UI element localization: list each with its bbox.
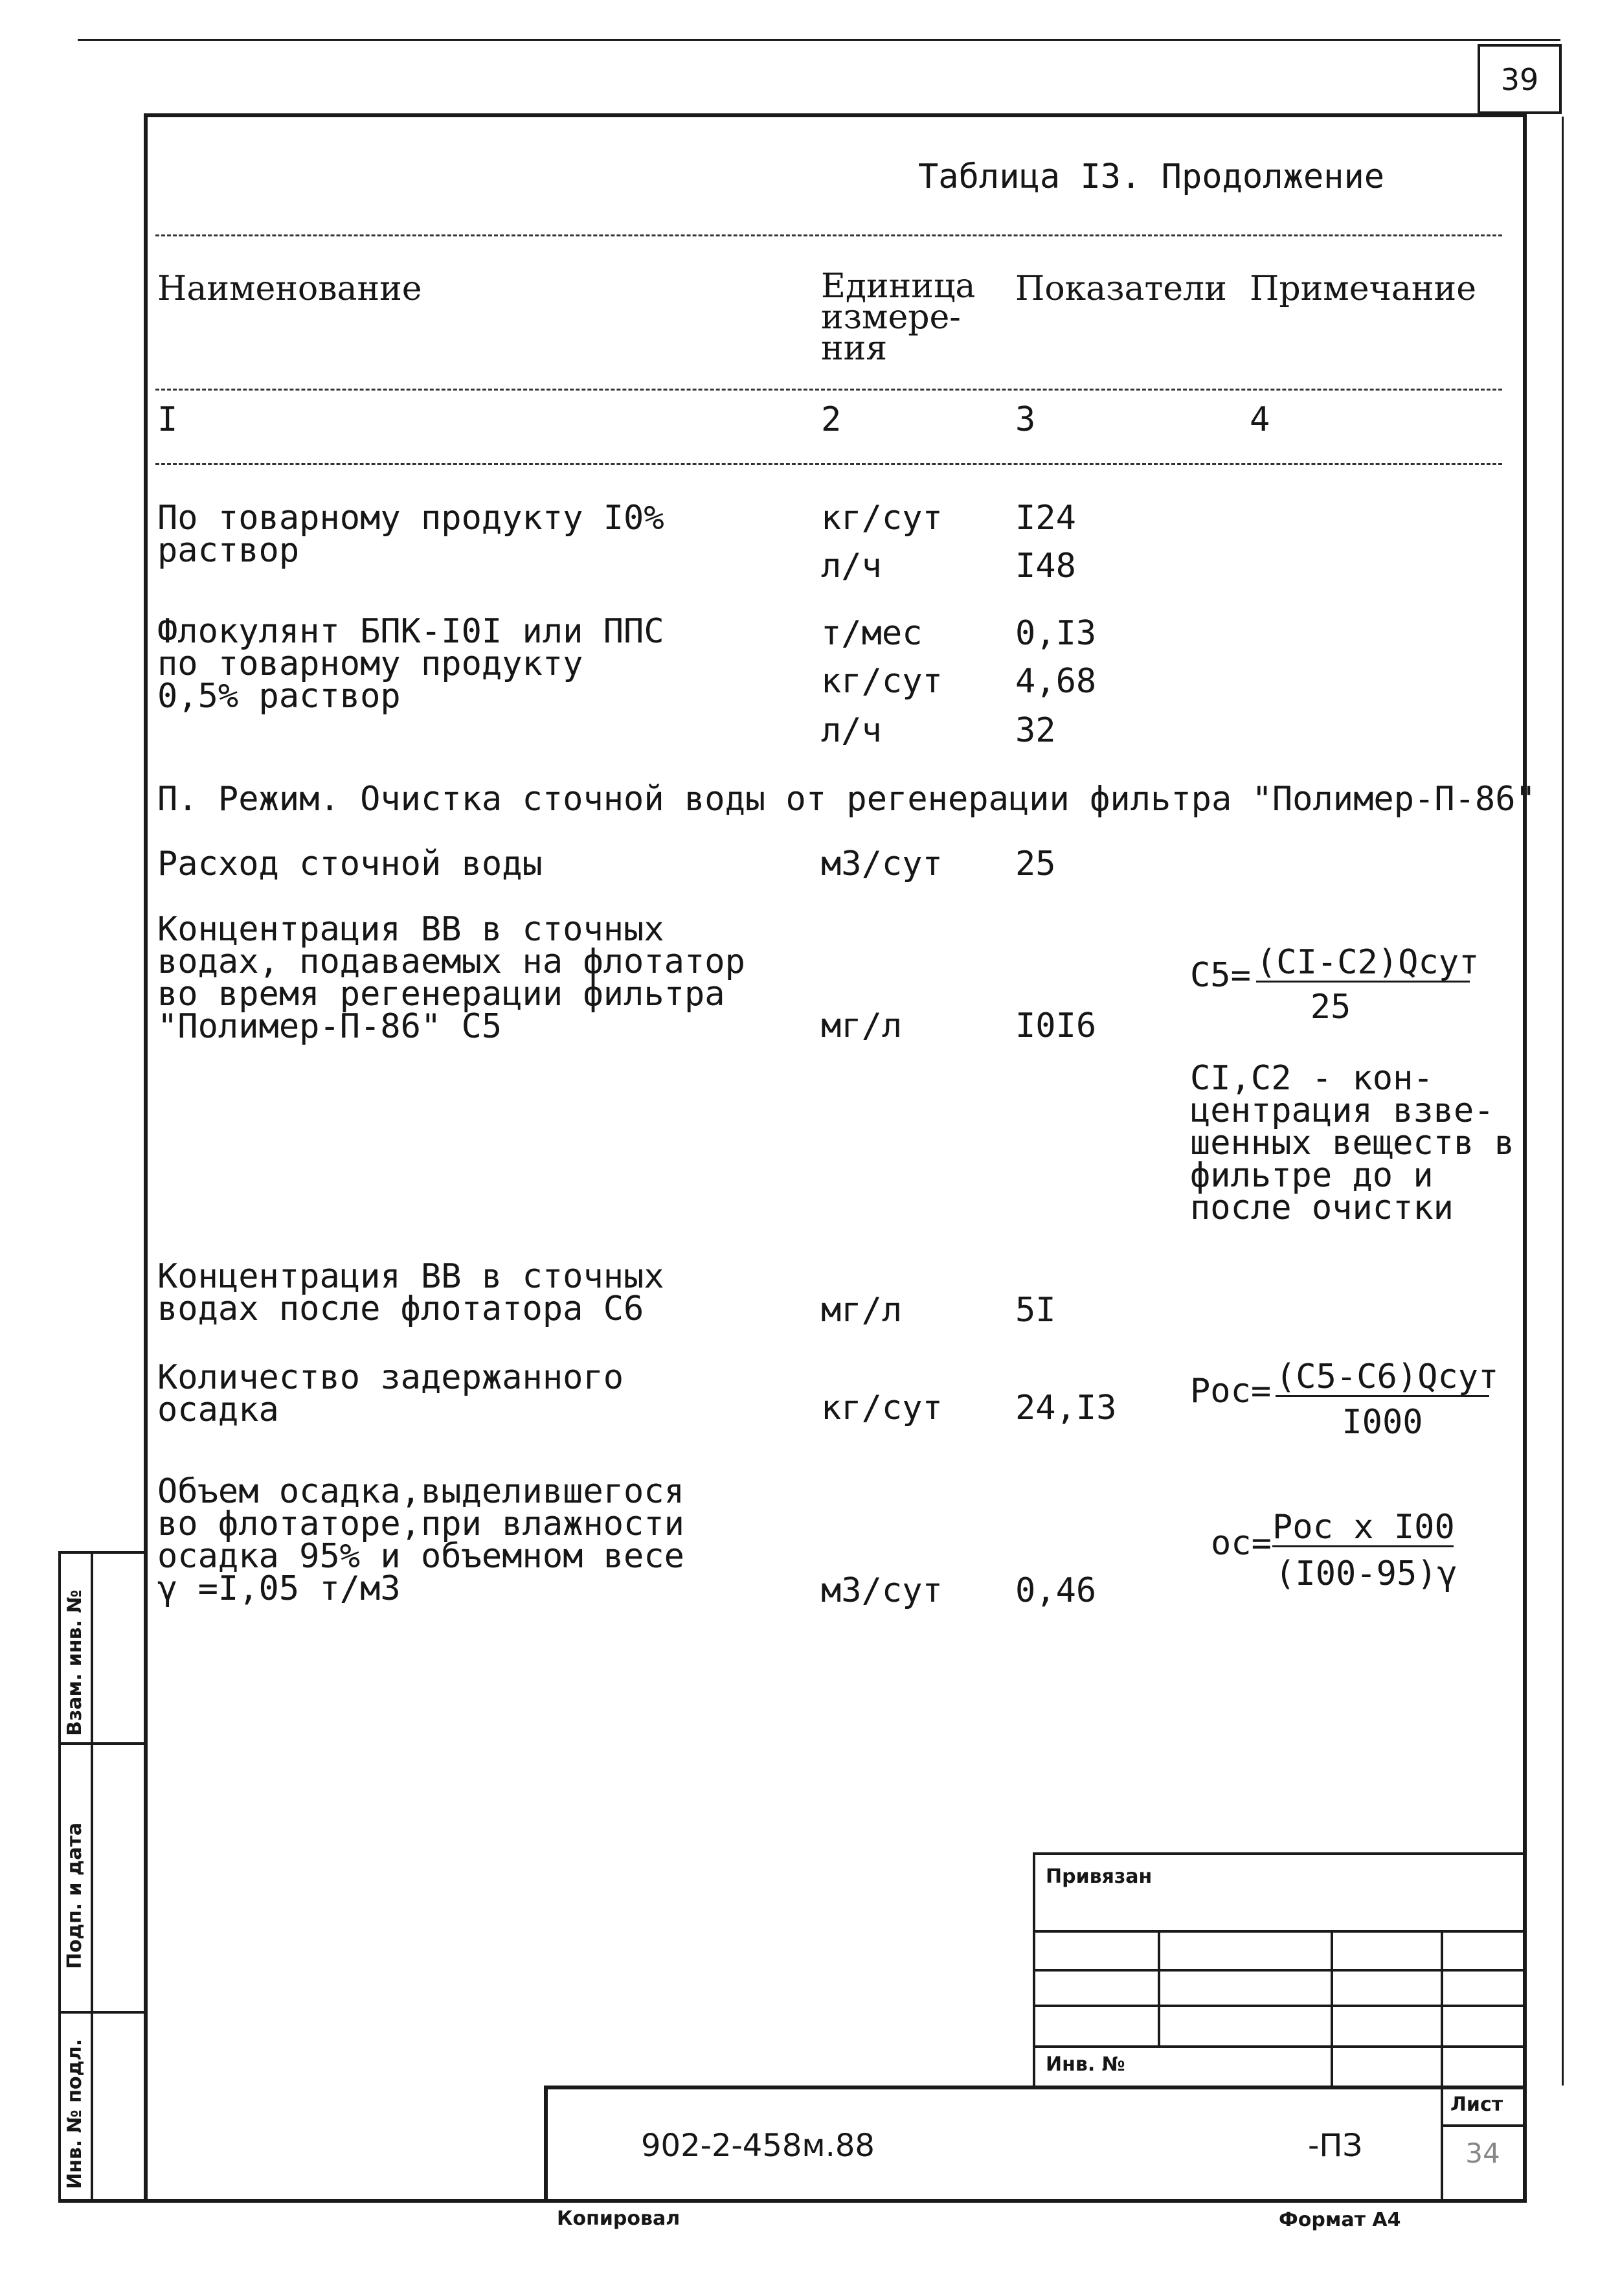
row-value: I24: [1015, 499, 1076, 538]
formula-denominator: 25: [1310, 988, 1351, 1027]
top-rule: [78, 39, 1560, 41]
side-stamp-top: [58, 1551, 146, 1554]
row-name: Флокулянт БПК-I0I или ППС по товарному продукту 0,5% раствор: [157, 612, 664, 716]
list-value: 34: [1465, 2137, 1500, 2169]
tb-inv-no: Инв. №: [1046, 2053, 1125, 2076]
row-unit: л/ч: [821, 547, 882, 585]
frame-left: [144, 113, 148, 2202]
row-name: По товарному продукту I0% раствор: [157, 499, 664, 570]
col-number-4: 4: [1250, 400, 1270, 439]
row-value: 0,I3: [1015, 614, 1097, 653]
row-value: 25: [1015, 845, 1056, 883]
frame-bottom: [58, 2199, 1527, 2203]
table-title: Таблица I3. Продолжение: [918, 157, 1385, 196]
tb-row4: [1033, 2045, 1525, 2048]
frame-right: [1523, 113, 1527, 2202]
header-bottom-rule: [155, 463, 1502, 465]
doc-code: 902-2-458м.88: [641, 2128, 875, 2164]
side-stamp-sep1: [58, 1742, 146, 1745]
row-unit: м3/сут: [821, 1571, 943, 1610]
doc-suffix: -ПЗ: [1308, 2128, 1363, 2164]
formula-numerator: Pос х I00: [1272, 1508, 1455, 1547]
row-name: Объем осадка,выделившегося во флотаторе,при влажности осадка 95% и объемном весе γ =I,05 т/м3: [157, 1472, 684, 1608]
side-stamp-inv-podl: Инв. № подл.: [63, 2038, 86, 2189]
header-mid-rule: [155, 389, 1502, 391]
tb-col1: [1158, 1930, 1160, 2047]
header-top-rule: [155, 234, 1502, 236]
doc-strip-left: [544, 2086, 548, 2202]
row-unit: мг/л: [821, 1291, 903, 1330]
side-stamp-vzam: Взам. инв. №: [63, 1589, 86, 1736]
tb-row2: [1033, 1969, 1525, 1972]
side-stamp-sep2: [58, 2011, 146, 2014]
col-number-2: 2: [821, 400, 842, 439]
formula-denominator: I000: [1342, 1403, 1423, 1442]
row-unit: м3/сут: [821, 845, 943, 883]
row-value: 4,68: [1015, 662, 1097, 701]
frame-top: [144, 113, 1526, 117]
row-name: Концентрация ВВ в сточных водах, подаваемых на флотатор во время регенерации фильтра "Полимер-П-86" С5: [157, 910, 745, 1046]
row-unit: мг/л: [821, 1006, 903, 1045]
tb-privyazan: Привязан: [1046, 1865, 1153, 1888]
row-name: Расход сточной воды: [157, 845, 543, 883]
row-note: CI,C2 - кон- центрация взве- шенных веществ в фильтре до и после очистки: [1190, 1059, 1514, 1227]
formula-lhs: C5=: [1190, 956, 1251, 995]
formula-lhs: ос=: [1211, 1524, 1272, 1563]
col-header-unit: Единица измере- ния: [821, 267, 976, 368]
tb-col2: [1331, 1930, 1333, 2089]
row-name: Концентрация ВВ в сточных водах после флотатора С6: [157, 1257, 664, 1328]
side-stamp-divider: [91, 1551, 93, 2199]
footer-copied: Копировал: [557, 2207, 681, 2230]
row-unit: т/мес: [821, 614, 923, 653]
formula-lhs: Pос=: [1190, 1372, 1272, 1411]
list-label: Лист: [1450, 2093, 1503, 2116]
footer-format: Формат А4: [1279, 2209, 1401, 2231]
tb-row1: [1033, 1930, 1525, 1933]
list-box-mid: [1441, 2124, 1525, 2127]
formula-numerator: (C5-C6)Qсут: [1276, 1358, 1499, 1396]
row-value: 0,46: [1015, 1571, 1097, 1610]
row-value: 5I: [1015, 1291, 1056, 1330]
section-heading: П. Режим. Очистка сточной воды от регенерации фильтра "Полимер-П-86": [157, 780, 1536, 819]
col-number-3: 3: [1015, 400, 1036, 439]
tb-top: [1033, 1852, 1525, 1855]
row-value: 24,I3: [1015, 1389, 1117, 1427]
row-value: I0I6: [1015, 1006, 1097, 1045]
col-header-name: Наименование: [157, 269, 422, 308]
row-name: Количество задержанного осадка: [157, 1358, 624, 1429]
tb-row3: [1033, 2005, 1525, 2007]
row-unit: кг/сут: [821, 1389, 943, 1427]
row-unit: кг/сут: [821, 662, 943, 701]
side-stamp-left: [58, 1551, 61, 2199]
row-unit: кг/сут: [821, 499, 943, 538]
side-stamp-podp: Подп. и дата: [63, 1822, 86, 1969]
doc-strip-top: [544, 2086, 1525, 2089]
formula-numerator: (CI-C2)Qсут: [1256, 943, 1480, 982]
col-number-1: I: [157, 400, 178, 439]
col-header-note: Примечание: [1250, 269, 1476, 308]
outer-right-rule: [1562, 117, 1564, 2086]
row-unit: л/ч: [821, 711, 882, 750]
formula-denominator: (I00-95)γ: [1275, 1554, 1457, 1593]
page-number: 39: [1500, 62, 1539, 97]
col-header-value: Показатели: [1015, 269, 1227, 308]
row-value: I48: [1015, 547, 1076, 585]
row-value: 32: [1015, 711, 1056, 750]
